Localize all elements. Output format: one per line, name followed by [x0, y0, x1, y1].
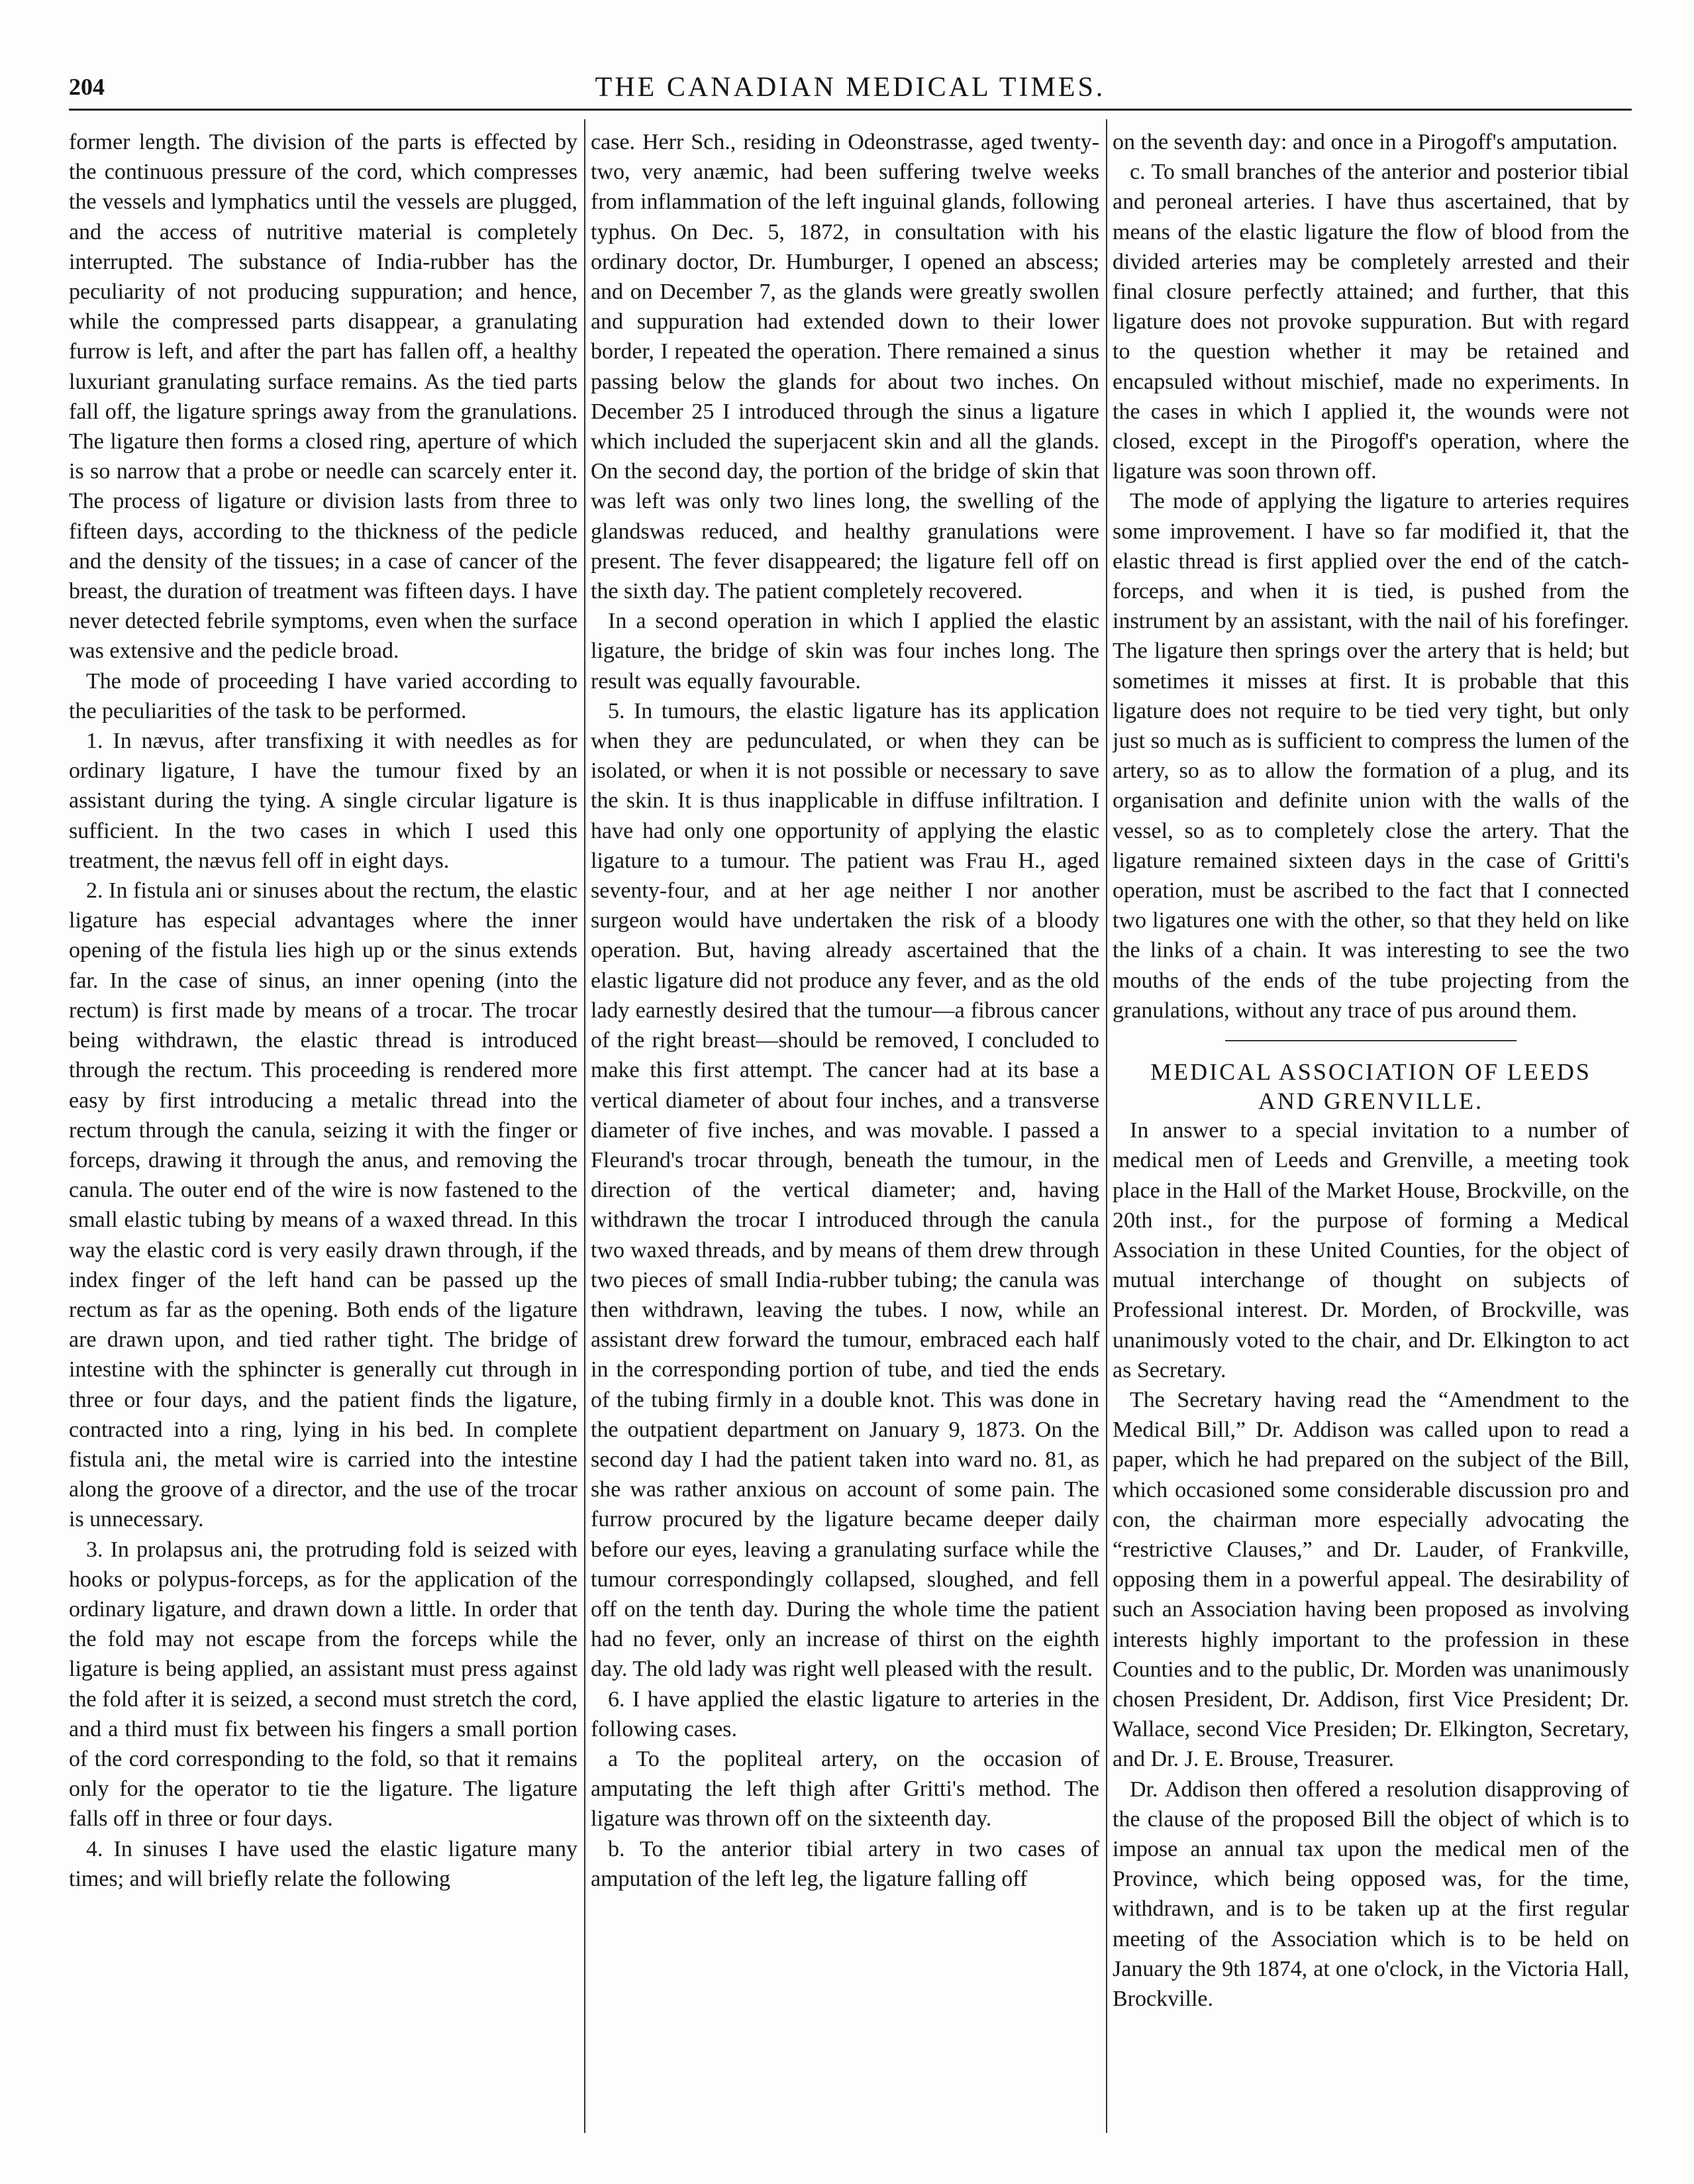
column-rule [1106, 119, 1107, 2133]
paragraph: b. To the anterior tibial artery in two cases of amputation of the left leg, the ligature falling off [591, 1836, 1099, 1891]
column-2 [591, 127, 1099, 2126]
paragraph: 4. In sinuses I have used the elastic ligature many times; and will briefly relate the following [69, 1836, 577, 1891]
paragraph: Dr. Addison then offered a resolution disapproving of the clause of the proposed Bill the object of which is to impose an annual tax upon the medical men of the Province, which being opposed was, for the time, withdrawn, and is to be taken up at the first regular meeting of the Association which is to be held on January the 9th 1874, at one o'clock, in the Victoria Hall, Brockville. [1113, 1777, 1629, 2011]
paragraph: case. Herr Sch., residing in Odeonstrasse, aged twenty-two, very anæmic, had been suffering twelve weeks from inflammation of the left inguinal glands, following typhus. On Dec. 5, 1872, in consultation with his ordinary doctor, Dr. Humburger, I opened an abscess; and on December 7, as the glands were greatly swollen and suppuration had extended down to their lower border, I repeated the operation. There remained a sinus passing below the glands for about two inches. On December 25 I introduced through the sinus a ligature which included the superjacent skin and all the glands. On the second day, the portion of the bridge of skin that was left was only two lines long, the swelling of the glandswas reduced, and healthy granulations were present. The fever disappeared; the ligature fell off on the sixth day. The patient completely recovered. [591, 130, 1099, 604]
paragraph: former length. The division of the parts is effected by the continuous pressure of the cord, which compresses the vessels and lymphatics until the vessels are plugged, and the access of nutritive material is completely interrupted. The substance of India-rubber has the peculiarity of not producing suppuration; and hence, while the compressed parts disappear, a granulating furrow is left, and after the part has fallen off, a healthy luxuriant granulating surface remains. As the tied parts fall off, the ligature springs away from the granulations. The ligature then forms a closed ring, aperture of which is so narrow that a probe or needle can scarcely enter it. The process of ligature or division lasts from three to fifteen days, according to the thickness of the pedicle and the density of the tissues; in a case of cancer of the breast, the duration of treatment was fifteen days. I have never detected febrile symptoms, even when the surface was extensive and the pedicle broad. [69, 130, 577, 664]
article-title-line-1: MEDICAL ASSOCIATION OF LEEDS [1150, 1059, 1591, 1086]
paragraph: 2. In fistula ani or sinuses about the rectum, the elastic ligature has especial advantages where the inner opening of the fistula lies high up or the sinus extends far. In the case of sinus, an inner opening (into the rectum) is first made by means of a trocar. The trocar being withdrawn, the elastic thread is introduced through the rectum. This proceeding is rendered more easy by first introducing a metalic thread into the rectum through the canula, seizing it with the finger or forceps, drawing it through the anus, and removing the canula. The outer end of the wire is now fastened to the small elastic tubing by means of a waxed thread. In this way the elastic cord is very easily drawn through, if the index finger of the left hand can be passed up the rectum as far as the opening. Both ends of the ligature are drawn upon, and tied rather tight. The bridge of intestine with the sphincter is generally cut through in three or four days, and the patient finds the ligature, contracted into a ring, lying in his bed. In complete fistula ani, the metal wire is carried into the intestine along the groove of a director, and the use of the trocar is unnecessary. [69, 878, 577, 1532]
paragraph: a To the popliteal artery, on the occasion of amputating the left thigh after Gritti's method. The ligature was thrown off on the sixteenth day. [591, 1746, 1099, 1832]
running-title: THE CANADIAN MEDICAL TIMES. [595, 72, 1106, 103]
column-3 [1113, 127, 1629, 2126]
section-divider [1225, 1040, 1517, 1041]
paragraph: c. To small branches of the anterior and posterior tibial and peroneal arteries. I have thus ascertained, that by means of the elastic ligature the flow of blood from the divided arteries may be completely arrested and their final closure perfectly attained; and further, that this ligature does not provoke suppuration. But with regard to the question whether it may be retained and encapsuled without mischief, made no experiments. In the cases in which I applied it, the wounds were not closed, except in the Pirogoff's operation, where the ligature was soon thrown off. [1113, 160, 1629, 484]
paragraph: In a second operation in which I applied the elastic ligature, the bridge of skin was four inches long. The result was equally favourable. [591, 609, 1099, 694]
paragraph: In answer to a special invitation to a number of medical men of Leeds and Grenville, a meeting took place in the Hall of the Market House, Brockville, on the 20th inst., for the purpose of forming a Medical Association in these United Counties, for the object of mutual interchange of thought on subjects of Professional interest. Dr. Morden, of Brockville, was unanimously voted to the chair, and Dr. Elkington to act as Secretary. [1113, 1118, 1629, 1382]
paragraph: 5. In tumours, the elastic ligature has its application when they are pedunculated, or when they can be isolated, or when it is not possible or necessary to save the skin. It is thus inapplicable in diffuse infiltration. I have had only one opportunity of applying the elastic ligature to a tumour. The patient was Frau H., aged seventy-four, and at her age neither I nor another surgeon would have undertaken the risk of a bloody operation. But, having already ascertained that the elastic ligature did not produce any fever, and as the old lady earnestly desired that the tumour—a fibrous cancer of the right breast—should be removed, I concluded to make this first attempt. The cancer had at its base a vertical diameter of about four inches, and a transverse diameter of five inches, and was movable. I passed a Fleurand's trocar through, beneath the tumour, in the direction of the vertical diameter; and, having withdrawn the trocar I introduced through the canula two waxed threads, and by means of them drew through two pieces of small India-rubber tubing; the canula was then withdrawn, leaving the tubes. I now, while an assistant drew forward the tumour, embraced each half in the corresponding portion of tube, and tied the ends of the tubing firmly in a double knot. This was done in the outpatient department on January 9, 1873. On the second day I had the patient taken into ward no. 81, as she was rather anxious on account of some pain. The furrow procured by the ligature became deeper daily before our eyes, leaving a granulating surface while the tumour correspondingly collapsed, sloughed, and fell off on the tenth day. During the whole time the patient had no fever, only an increase of thirst on the eighth day. The old lady was right well pleased with the result. [591, 698, 1099, 1682]
paragraph: The mode of applying the ligature to arteries requires some improvement. I have so far modified it, that the elastic thread is first applied over the end of the catch-forceps, and when it is tied, is pushed from the instrument by an assistant, with the nail of his forefinger. The ligature then springs over the artery that is held; but sometimes it misses at first. It is probable that this ligature does not require to be tied very tight, but only just so much as is sufficient to compress the lumen of the artery, so as to allow the formation of a plug, and its organisation and definite union with the walls of the vessel, so as to completely close the artery. That the ligature remained sixteen days in the case of Gritti's operation, must be ascribed to the fact that I connected two ligatures one with the other, so that they held on like the links of a chain. It was interesting to see the two mouths of the ends of the tube projecting from the granulations, without any trace of pus around them. [1113, 489, 1629, 1023]
page-header [69, 72, 1632, 111]
column-rule [584, 119, 585, 2133]
article-title-line-2: AND GRENVILLE. [1258, 1088, 1483, 1115]
paragraph: 1. In nævus, after transfixing it with needles as for ordinary ligature, I have the tumour fixed by an assistant during the tying. A single circular ligature is sufficient. In the two cases in which I used this treatment, the nævus fell off in eight days. [69, 729, 577, 873]
paragraph: The mode of proceeding I have varied according to the peculiarities of the task to be performed. [69, 668, 577, 723]
paragraph: 3. In prolapsus ani, the protruding fold is seized with hooks or polypus-forceps, as for the application of the ordinary ligature, and drawn down a little. In order that the fold may not escape from the forceps while the ligature is being applied, an assistant must press against the fold after it is seized, a second must stretch the cord, and a third must fix between his fingers a small portion of the cord corresponding to the fold, so that it remains only for the operator to tie the ligature. The ligature falls off in three or four days. [69, 1537, 577, 1832]
paragraph: 6. I have applied the elastic ligature to arteries in the following cases. [591, 1687, 1099, 1742]
column-1 [69, 127, 577, 2126]
paragraph: on the seventh day: and once in a Pirogoff's amputation. [1113, 130, 1618, 154]
article-title [1113, 1057, 1629, 1116]
paragraph: The Secretary having read the “Amendment to the Medical Bill,” Dr. Addison was called upon to read a paper, which he had prepared on the subject of the Bill, which occasioned some considerable discussion pro and con, the chairman more especially advocating the “restrictive Clauses,” and Dr. Lauder, of Frankville, opposing them in a powerful appeal. The desirability of such an Association having been proposed as involving interests highly important to the profession in these Counties and to the public, Dr. Morden was unanimously chosen President, Dr. Addison, first Vice President; Dr. Wallace, second Vice Presiden; Dr. Elkington, Secretary, and Dr. J. E. Brouse, Treasurer. [1113, 1387, 1629, 1772]
page-number: 204 [69, 74, 105, 100]
